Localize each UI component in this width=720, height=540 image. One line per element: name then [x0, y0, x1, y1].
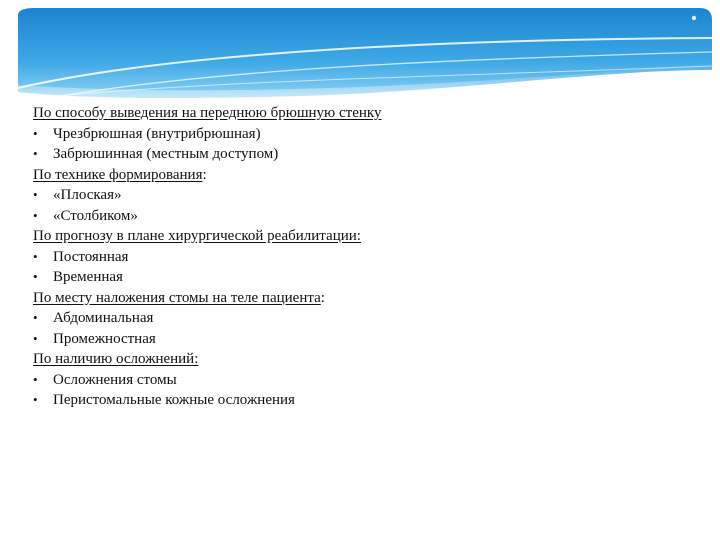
bullet-icon: •: [33, 125, 38, 141]
list-item-text: Временная: [53, 269, 123, 285]
bullet-icon: •: [33, 187, 38, 202]
list-item-text: Забрюшинная (местным доступом): [53, 146, 279, 162]
list-item: [33, 206, 673, 227]
list-item-text: «Плоская»: [53, 187, 122, 203]
header-sparkle: [692, 16, 696, 20]
bullet-icon: •: [33, 146, 38, 161]
list-item: [33, 390, 673, 411]
section-heading: [33, 226, 673, 247]
list-item-text: Перистомальные кожные осложнения: [53, 392, 295, 408]
list-item-text: Постоянная: [53, 248, 129, 265]
classification-list: [33, 103, 673, 411]
section-heading-text: По месту наложения стомы на теле пациента: [33, 289, 321, 306]
section-heading: [33, 349, 673, 370]
section-heading: [33, 288, 673, 309]
bullet-icon: •: [33, 330, 38, 346]
list-item: [33, 267, 673, 288]
section-heading: [33, 103, 673, 124]
list-item: [33, 124, 673, 145]
bullet-icon: •: [33, 371, 38, 387]
list-item: [33, 329, 673, 350]
list-item: [33, 185, 673, 206]
section-heading-text: По технике формирования: [33, 166, 203, 183]
bullet-icon: •: [33, 207, 38, 223]
list-item-text: Осложнения стомы: [53, 371, 177, 388]
list-item: [33, 308, 673, 329]
bullet-icon: •: [33, 310, 38, 325]
section-heading-text: По прогнозу в плане хирургической реабилитации:: [33, 228, 361, 244]
list-item-text: Абдоминальная: [53, 310, 154, 326]
section-heading-suffix: :: [202, 166, 207, 183]
section-heading: [33, 165, 673, 186]
list-item: [33, 144, 673, 165]
list-item-text: «Столбиком»: [53, 207, 138, 224]
section-heading-text: По способу выведения на переднюю брюшную стенку: [33, 105, 382, 121]
list-item: [33, 370, 673, 391]
section-heading-text: По наличию осложнений:: [33, 351, 199, 367]
list-item: [33, 247, 673, 268]
list-item-text: Промежностная: [53, 330, 156, 347]
list-item-text: Чрезбрюшная (внутрибрюшная): [53, 125, 261, 142]
section-heading-suffix: :: [320, 289, 325, 306]
bullet-icon: •: [33, 269, 38, 284]
bullet-icon: •: [33, 248, 38, 264]
bullet-icon: •: [33, 392, 38, 407]
